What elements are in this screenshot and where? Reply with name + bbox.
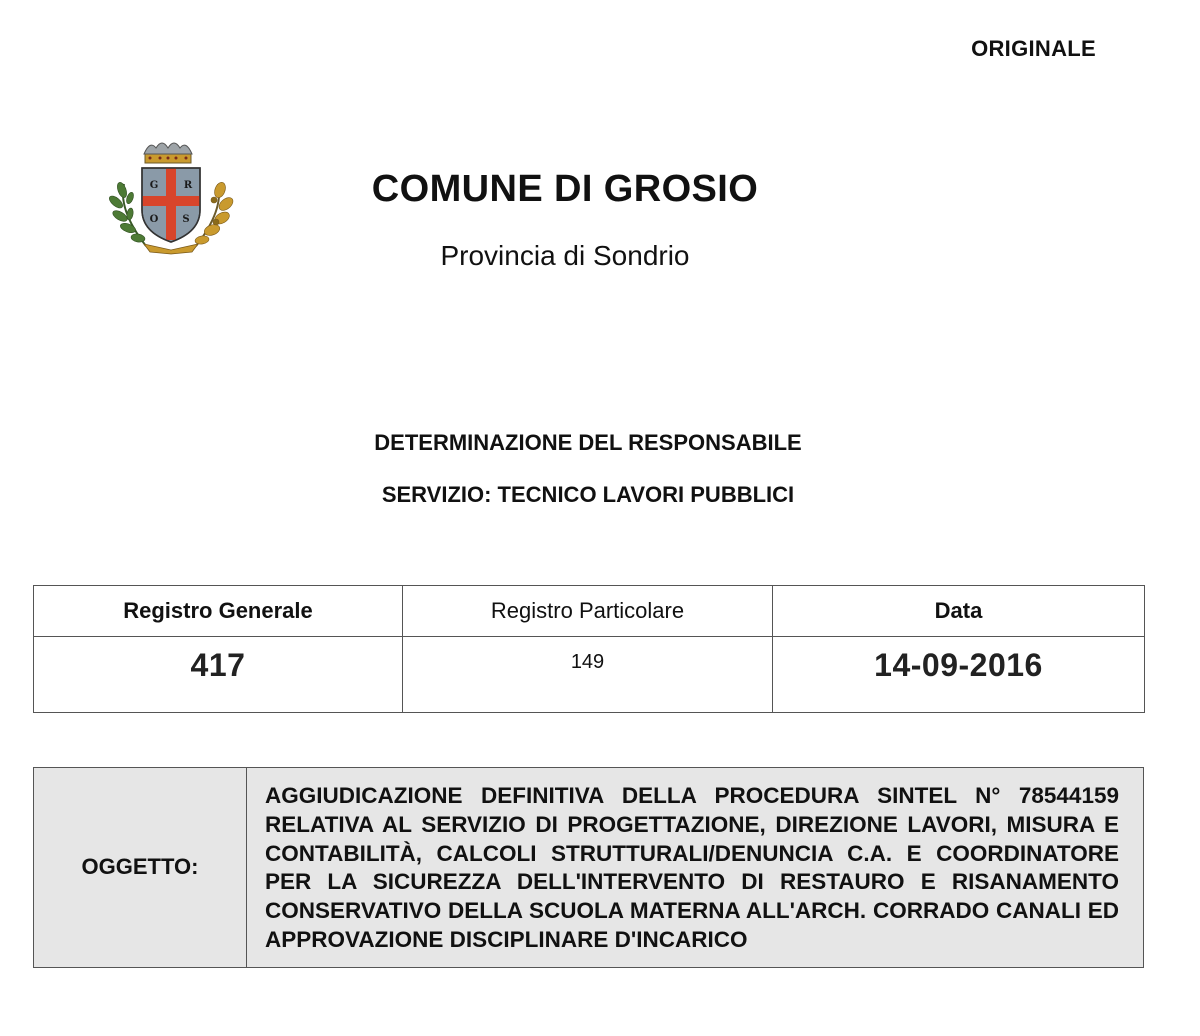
registry-date-header: Data <box>773 586 1145 637</box>
shield-letter: R <box>183 180 193 191</box>
registry-particolare-value: 149 <box>570 651 605 673</box>
registry-value-row <box>34 637 1145 713</box>
subject-label: OGGETTO: <box>34 768 247 968</box>
crown-icon <box>144 143 192 163</box>
registry-generale-value: 417 <box>190 647 246 683</box>
shield-letter: O <box>149 214 159 225</box>
shield-letter: S <box>182 214 190 225</box>
subject-table <box>33 767 1144 968</box>
subject-text: AGGIUDICAZIONE DEFINITIVA DELLA PROCEDURA SINTEL N° 78544159 RELATIVA AL SERVIZIO DI PROGETTAZIONE, DIREZIONE LAVORI, MISURA E CONTABILITÀ, CALCOLI STRUTTURALI/DENUNCIA C.A. E COORDINATORE PER LA SICUREZZA DELL'INTERVENTO DI RESTAURO E RISANAMENTO CONSERVATIVO DELLA SCUOLA MATERNA ALL'ARCH. CORRADO CANALI ED APPROVAZIONE DISCIPLINARE D'INCARICO <box>247 768 1144 968</box>
registry-date-cell <box>773 637 1145 713</box>
original-label: ORIGINALE <box>971 36 1096 61</box>
registry-generale-cell <box>34 637 403 713</box>
registry-generale-header: Registro Generale <box>34 586 403 637</box>
shield-letter: G <box>149 180 159 191</box>
org-subtitle: Provincia di Sondrio <box>440 240 690 271</box>
registry-header-row <box>34 586 1145 637</box>
registry-table <box>33 585 1145 713</box>
org-title: COMUNE DI GROSIO <box>371 168 759 210</box>
registry-date-value: 14-09-2016 <box>874 647 1043 683</box>
determination-title: DETERMINAZIONE DEL RESPONSABILE <box>374 430 802 455</box>
service-line: SERVIZIO: TECNICO LAVORI PUBBLICI <box>381 482 795 507</box>
registry-particolare-cell <box>403 637 773 713</box>
registry-particolare-header: Registro Particolare <box>403 586 773 637</box>
subject-row <box>34 768 1144 968</box>
